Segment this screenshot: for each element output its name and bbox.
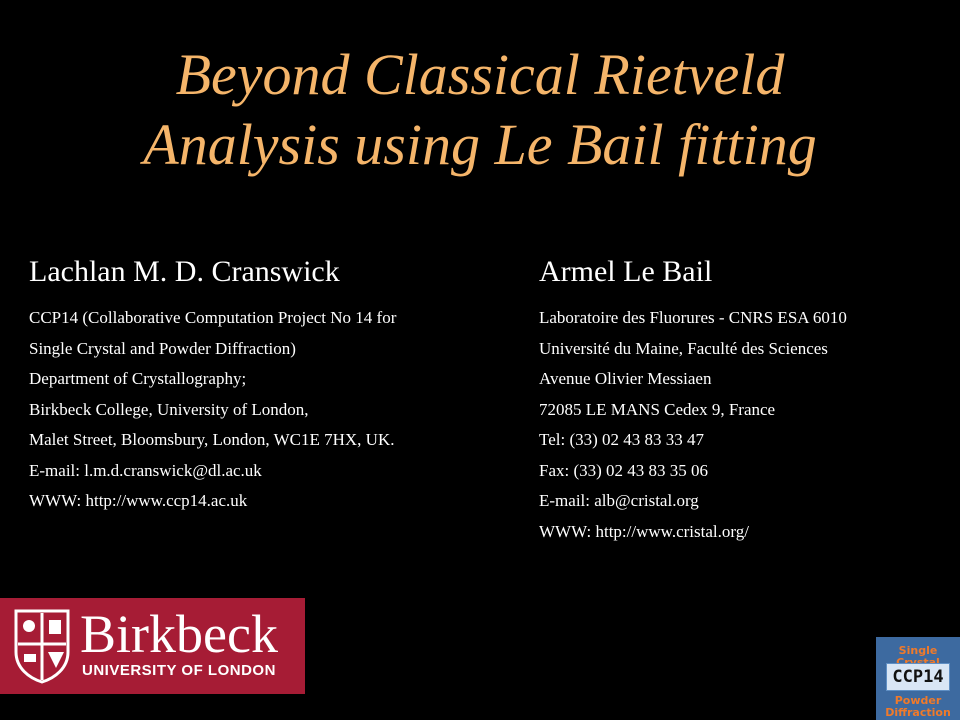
ccp14-logo-bottom-text: Powder Diffraction [885,694,951,719]
author-detail-line: CCP14 (Collaborative Computation Project No 14 for [29,308,397,327]
author-name: Lachlan M. D. Cranswick [29,255,340,288]
slide-title [0,40,960,180]
author-email: E-mail: l.m.d.cranswick@dl.ac.uk [29,460,262,480]
author-detail-line: Department of Crystallography; [29,369,247,388]
author-website: WWW: http://www.ccp14.ac.uk [29,491,248,510]
author-name: Armel Le Bail [539,255,713,288]
birkbeck-wordmark: Birkbeck [80,604,278,664]
author-website: WWW: http://www.cristal.org/ [539,521,749,541]
author-fax: Fax: (33) 02 43 83 35 06 [539,460,709,480]
author-detail-line: Single Crystal and Powder Diffraction) [29,338,296,358]
author-email: E-mail: alb@cristal.org [539,491,699,510]
ccp14-logo-top-text: Single [898,644,938,657]
birkbeck-crest-icon [13,608,71,684]
ccp14-logo-center-text: CCP14 [886,663,950,691]
author-detail-line: Avenue Olivier Messiaen [539,369,712,388]
author-detail-line: Université du Maine, Faculté des Sciences [539,338,828,358]
author-detail-line: 72085 LE MANS Cedex 9, France [539,399,776,419]
author-right [539,252,959,547]
ccp14-logo [876,637,960,720]
author-phone: Tel: (33) 02 43 83 33 47 [539,430,705,449]
slide-title-line-1: Beyond Classical Rietveld [175,42,785,107]
slide-title-line-2: Analysis using Le Bail fitting [143,112,817,177]
author-detail-line: Malet Street, Bloomsbury, London, WC1E 7HX, UK. [29,430,395,449]
birkbeck-logo [0,598,305,694]
birkbeck-subtitle: UNIVERSITY OF LONDON [82,662,276,679]
author-detail-line: Birkbeck College, University of London, [29,399,309,419]
author-detail-line: Laboratoire des Fluorures - CNRS ESA 6010 [539,308,847,327]
author-left [29,252,529,517]
